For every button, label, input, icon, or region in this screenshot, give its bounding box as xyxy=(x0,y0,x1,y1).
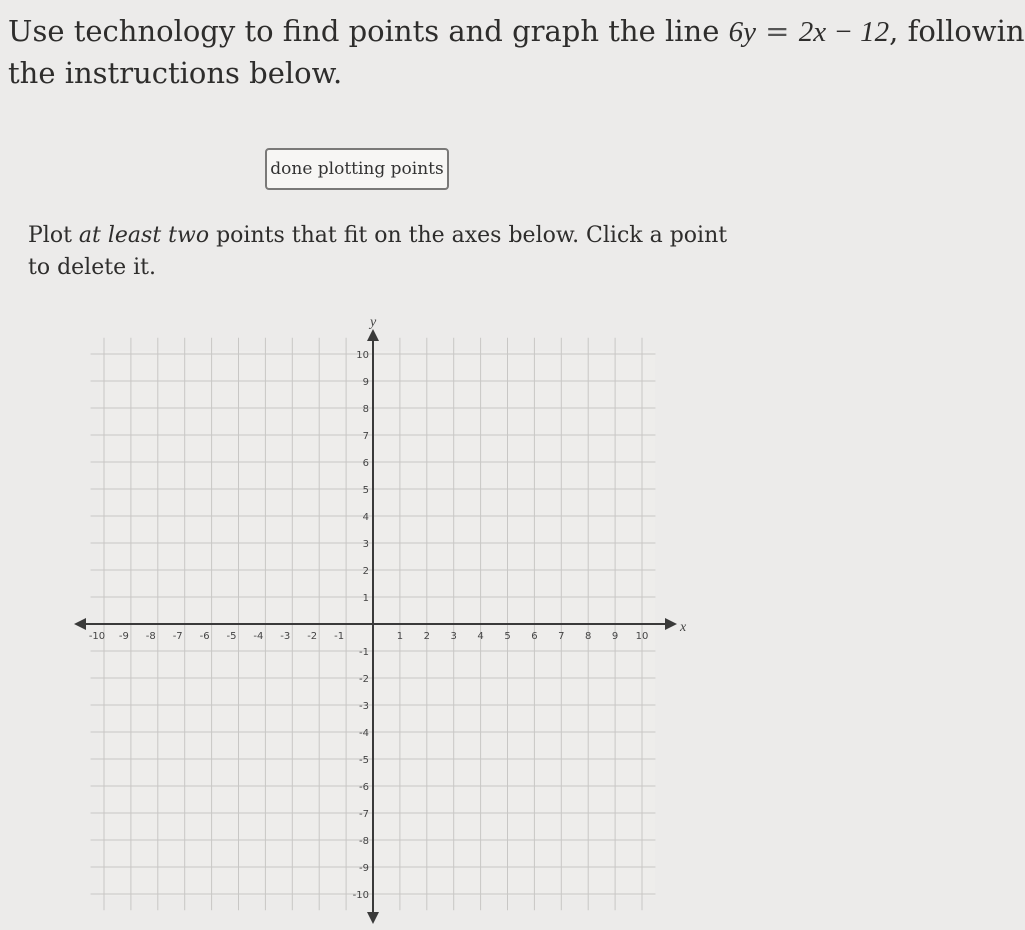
x-tick-label: -4 xyxy=(253,631,264,642)
x-tick-label: 2 xyxy=(423,631,430,642)
y-tick-label: -5 xyxy=(359,755,369,766)
y-axis-arrow-up xyxy=(367,329,379,341)
x-tick-label: -1 xyxy=(334,631,345,642)
x-tick-label: -9 xyxy=(118,631,129,642)
y-tick-label: -8 xyxy=(359,836,369,847)
y-tick-label: -2 xyxy=(359,674,369,685)
equation-lhs: 6y xyxy=(728,16,756,48)
y-tick-label: 5 xyxy=(362,485,369,496)
y-tick-label: 2 xyxy=(362,566,369,577)
x-tick-label: 4 xyxy=(477,631,484,642)
x-tick-label: 5 xyxy=(504,631,511,642)
x-tick-label: -10 xyxy=(88,631,106,642)
x-tick-label: 9 xyxy=(611,631,619,642)
equation-rhs: 2x − 12 xyxy=(798,16,890,48)
y-tick-label: 3 xyxy=(362,539,369,550)
x-tick-label: -8 xyxy=(145,631,156,642)
x-tick-label: 8 xyxy=(585,631,592,642)
y-tick-label: -3 xyxy=(359,701,369,712)
instructions-part-1: Plot xyxy=(28,223,79,248)
y-tick-label: 4 xyxy=(362,512,369,523)
done-plotting-points-button[interactable]: done plotting points xyxy=(265,148,449,190)
x-tick-label: 6 xyxy=(531,631,538,642)
x-tick-label: -6 xyxy=(199,631,210,642)
y-axis-arrow-down xyxy=(367,912,379,924)
x-tick-label: -5 xyxy=(226,631,237,642)
y-tick-label: -7 xyxy=(359,809,369,820)
x-tick-label: 10 xyxy=(635,631,649,642)
question-line-2: the instructions below. xyxy=(8,56,343,90)
y-tick-label: 9 xyxy=(362,377,369,388)
y-tick-label: -1 xyxy=(359,647,369,658)
question-tail: , followin xyxy=(889,14,1025,48)
y-tick-label: -4 xyxy=(359,728,369,739)
y-axis-label: y xyxy=(370,315,377,330)
y-tick-label: -9 xyxy=(359,863,369,874)
x-axis-arrow-right xyxy=(665,618,677,630)
x-tick-label: 3 xyxy=(450,631,457,642)
y-tick-label: 8 xyxy=(362,404,369,415)
x-tick-label: -3 xyxy=(280,631,291,642)
x-axis-arrow-left xyxy=(74,618,86,630)
y-tick-label: 1 xyxy=(362,593,369,604)
equation-operator: = xyxy=(755,14,799,48)
y-tick-label: 6 xyxy=(362,458,369,469)
x-tick-label: -7 xyxy=(172,631,183,642)
y-tick-label: 7 xyxy=(362,431,369,442)
question-text: Use technology to find points and graph the line xyxy=(8,14,729,48)
x-tick-label: 7 xyxy=(558,631,565,642)
x-axis-label: x xyxy=(680,620,687,635)
y-tick-label: -6 xyxy=(359,782,369,793)
instructions-part-2: points that fit on the axes below. Click a point to delete it. xyxy=(28,223,728,280)
x-tick-label: 1 xyxy=(396,631,404,642)
instructions-emphasis: at least two xyxy=(78,223,210,248)
y-tick-label: -10 xyxy=(352,890,369,901)
y-tick-label: 10 xyxy=(356,350,369,361)
x-tick-label: -2 xyxy=(307,631,318,642)
